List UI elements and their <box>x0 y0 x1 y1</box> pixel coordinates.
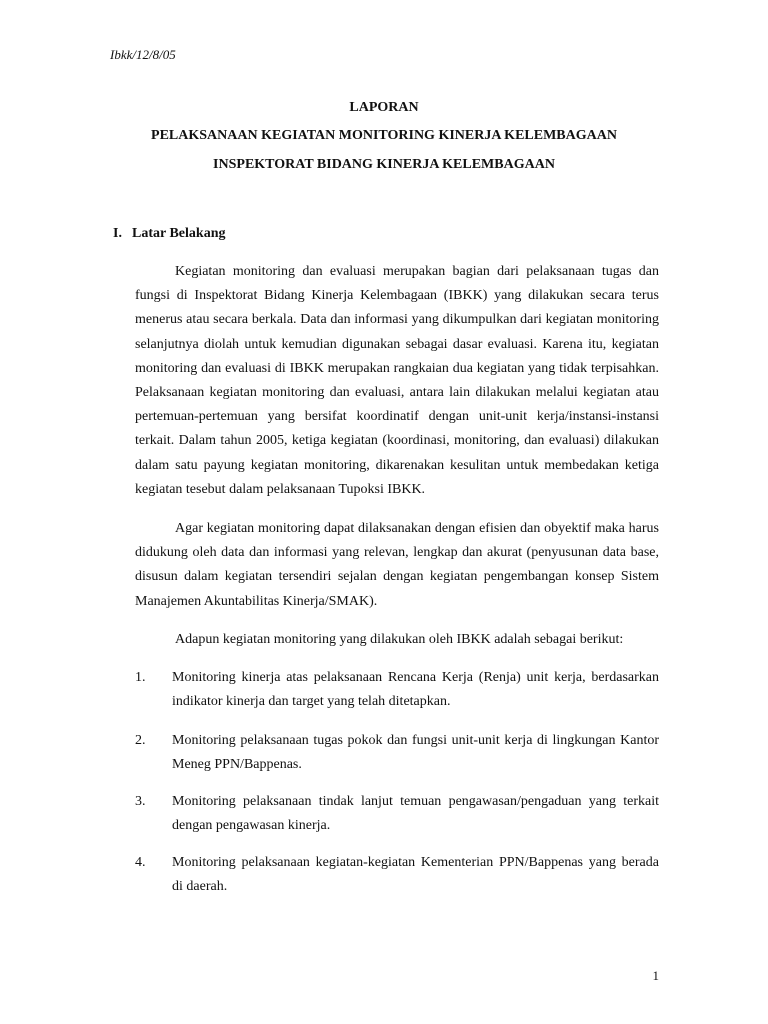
list-item-number: 2. <box>135 733 146 748</box>
section-title: Latar Belakang <box>132 226 226 241</box>
list-item <box>135 790 659 838</box>
list-item <box>135 666 659 714</box>
list-item-text: Monitoring kinerja atas pelaksanaan Rencana Kerja (Renja) unit kerja, berdasarkan indikator kinerja dan target yang telah ditetapkan. <box>172 670 659 710</box>
title-line-report: LAPORAN <box>349 100 419 115</box>
list-item-text: Monitoring pelaksanaan kegiatan-kegiatan Kementerian PPN/Bappenas yang berada di daerah. <box>172 855 659 895</box>
section-heading <box>113 226 225 242</box>
list-item-text: Monitoring pelaksanaan tugas pokok dan fungsi unit-unit kerja di lingkungan Kantor Meneg PPN/Bappenas. <box>172 733 659 773</box>
title-line-inspectorate: INSPEKTORAT BIDANG KINERJA KELEMBAGAAN <box>213 157 555 172</box>
list-item-text: Monitoring pelaksanaan tindak lanjut temuan pengawasan/pengaduan yang terkait dengan pengawasan kinerja. <box>172 794 659 834</box>
paragraph-background: Kegiatan monitoring dan evaluasi merupakan bagian dari pelaksanaan tugas dan fungsi di Inspektorat Bidang Kinerja Kelembagaan (IBKK) yang dilakukan secara terus menerus atau secara berkala. Data dan informasi yang dikumpulkan dari kegiatan monitoring selanjutnya diolah untuk kemudian digunakan sebagai dasar evaluasi. Karena itu, kegiatan monitoring dan evaluasi di IBKK merupakan rangkaian dua kegiatan yang tidak terpisahkan. Pelaksanaan kegiatan monitoring dan evaluasi, antara lain dilakukan melalui kegiatan atau pertemuan-pertemuan yang bersifat koordinatif dengan unit-unit kerja/instansi-instansi terkait. Dalam tahun 2005, ketiga kegiatan (koordinasi, monitoring, dan evaluasi) dilakukan dalam satu payung kegiatan monitoring, dikarenakan kesulitan untuk membedakan ketiga kegiatan tesebut dalam pelaksanaan Tupoksi IBKK. <box>135 264 659 497</box>
paragraph-data-support: Agar kegiatan monitoring dapat dilaksanakan dengan efisien dan obyektif maka harus didukung oleh data dan informasi yang relevan, lengkap dan akurat (penyusunan data base, disusun dalam kegiatan tersendiri sejalan dengan kegiatan pengembangan konsep Sistem Manajemen Akuntabilitas Kinerja/SMAK). <box>135 521 659 609</box>
list-item-number: 4. <box>135 855 146 870</box>
page-number: 1 <box>652 968 659 983</box>
document-reference: Ibkk/12/8/05 <box>110 47 176 62</box>
section-number: I. <box>113 226 122 241</box>
list-item <box>135 729 659 777</box>
list-item-number: 1. <box>135 670 146 685</box>
list-item-number: 3. <box>135 794 146 809</box>
paragraph-list-intro: Adapun kegiatan monitoring yang dilakukan oleh IBKK adalah sebagai berikut: <box>175 632 624 647</box>
title-line-activity: PELAKSANAAN KEGIATAN MONITORING KINERJA KELEMBAGAAN <box>151 128 617 143</box>
list-item <box>135 851 659 899</box>
